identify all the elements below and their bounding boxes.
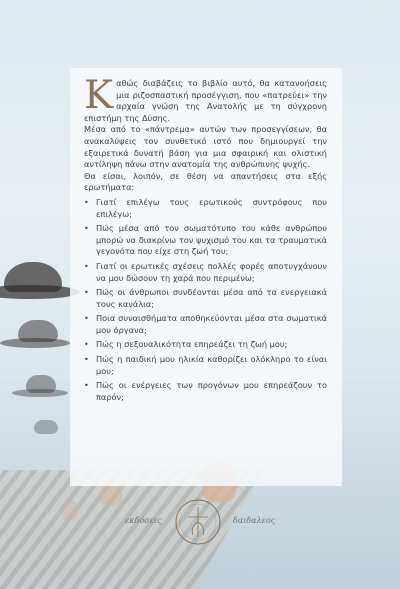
list-item: • Γιατί οι ερωτικές σχέσεις πολλές φορές αποτυγχάνουν να μου δώσουν τη χαρά που περιμένω; — [84, 261, 327, 284]
publisher-name-left: εκδόσεις — [125, 516, 162, 525]
publisher-logo-icon — [173, 497, 223, 547]
publisher-name-right: δαιδαλεος — [233, 516, 276, 525]
intro-paragraph-1-text: αθώς διαβάζεις το βιβλίο αυτό, θα κατανοήσεις μια ριζοσπαστική προσέγγιση, που «πατρεύει» την αρχαία γνώση της Ανατολής με τη σύγχρονη επιστήμη της Δύσης. — [84, 78, 327, 123]
hat-brim-image — [0, 338, 70, 348]
back-cover-text — [84, 73, 327, 406]
list-item: • Πώς οι ενέργειες των προγόνων μου επηρεάζουν το παρόν; — [84, 380, 327, 403]
list-item: • Πώς οι άνθρωποι συνδέονται μέσα από τα ενεργειακά τους κανάλια; — [84, 287, 327, 310]
list-item: • Πώς η παιδική μου ηλικία καθορίζει ολόκληρο το είναι μου; — [84, 354, 327, 377]
hat-image — [34, 420, 58, 434]
drop-cap: Κ — [84, 73, 114, 118]
list-item: • Γιατί επιλέγω τους ερωτικούς συντρόφους που επιλέγω; — [84, 197, 327, 220]
questions-list — [84, 197, 327, 404]
list-item: • Πώς η σεξουαλικότητα επηρεάζει τη ζωή μου; — [84, 339, 327, 351]
list-item: • Πώς μέσα από τον σωματότυπο του κάθε ανθρώπου μπορώ να διακρίνω τον ψυχισμό του και τα τραυματικά γεγονότα που είχε στη ζωή του; — [84, 223, 327, 258]
list-item: • Ποια συναισθήματα αποθηκεύονται μέσα στα σωματικά μου όργανα; — [84, 313, 327, 336]
hat-brim-image — [12, 389, 68, 397]
intro-paragraph-1 — [84, 73, 327, 124]
hat-brim-image — [0, 285, 80, 299]
hand-image — [62, 500, 78, 520]
intro-paragraph-3: Θα είσαι, λοιπόν, σε θέση να απαντήσεις στα εξής ερωτήματα: — [84, 170, 327, 193]
intro-paragraph-2: Μέσα από το «πάντρεμα» αυτών των προσεγγίσεων, θα ανακαλύψεις τον συνθετικό ιστό που δημιουργεί την εξαιρετικά δυνατή βάση για μια σφαιρική και ολιστική αντίληψη πάνω στην ανατομία της ανθρώπινης ψυχής. — [84, 124, 327, 170]
